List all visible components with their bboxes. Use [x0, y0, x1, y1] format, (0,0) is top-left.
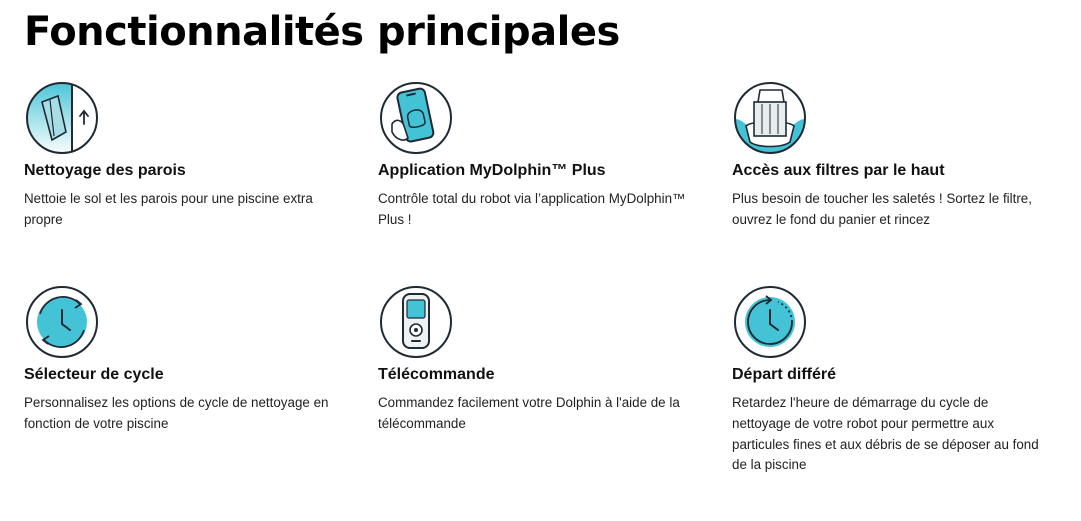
feature-title: Sélecteur de cycle	[24, 366, 164, 383]
wall-cleaning-icon	[24, 80, 100, 156]
smartphone-app-icon	[378, 80, 454, 156]
feature-delayed-start	[732, 284, 1047, 473]
feature-remote	[378, 284, 708, 431]
feature-app	[378, 80, 708, 227]
feature-description: Nettoie le sol et les parois pour une piscine extra propre	[24, 191, 313, 227]
delayed-start-icon	[732, 284, 808, 360]
feature-description: Contrôle total du robot via l’application MyDolphin™ Plus !	[378, 191, 686, 227]
feature-description: Commandez facilement votre Dolphin à l'aide de la télécommande	[378, 395, 680, 431]
feature-title: Accès aux filtres par le haut	[732, 162, 945, 179]
feature-top-filter	[732, 80, 1047, 227]
page-title: Fonctionnalités principales	[24, 9, 620, 55]
feature-description: Retardez l'heure de démarrage du cycle de nettoyage de votre robot pour permettre aux particules fines et aux débris de se déposer au fond de la piscine	[732, 395, 1039, 473]
feature-description: Personnalisez les options de cycle de nettoyage en fonction de votre piscine	[24, 395, 329, 431]
feature-title: Télécommande	[378, 366, 495, 383]
feature-title: Départ différé	[732, 366, 837, 383]
cycle-selector-icon	[24, 284, 100, 360]
feature-cycle-selector	[24, 284, 354, 431]
feature-description: Plus besoin de toucher les saletés ! Sortez le filtre, ouvrez le fond du panier et rincez	[732, 191, 1032, 227]
feature-wall-cleaning	[24, 80, 354, 227]
feature-title: Application MyDolphin™ Plus	[378, 162, 606, 179]
feature-title: Nettoyage des parois	[24, 162, 186, 179]
top-access-filter-icon	[732, 80, 808, 156]
remote-control-icon	[378, 284, 454, 360]
